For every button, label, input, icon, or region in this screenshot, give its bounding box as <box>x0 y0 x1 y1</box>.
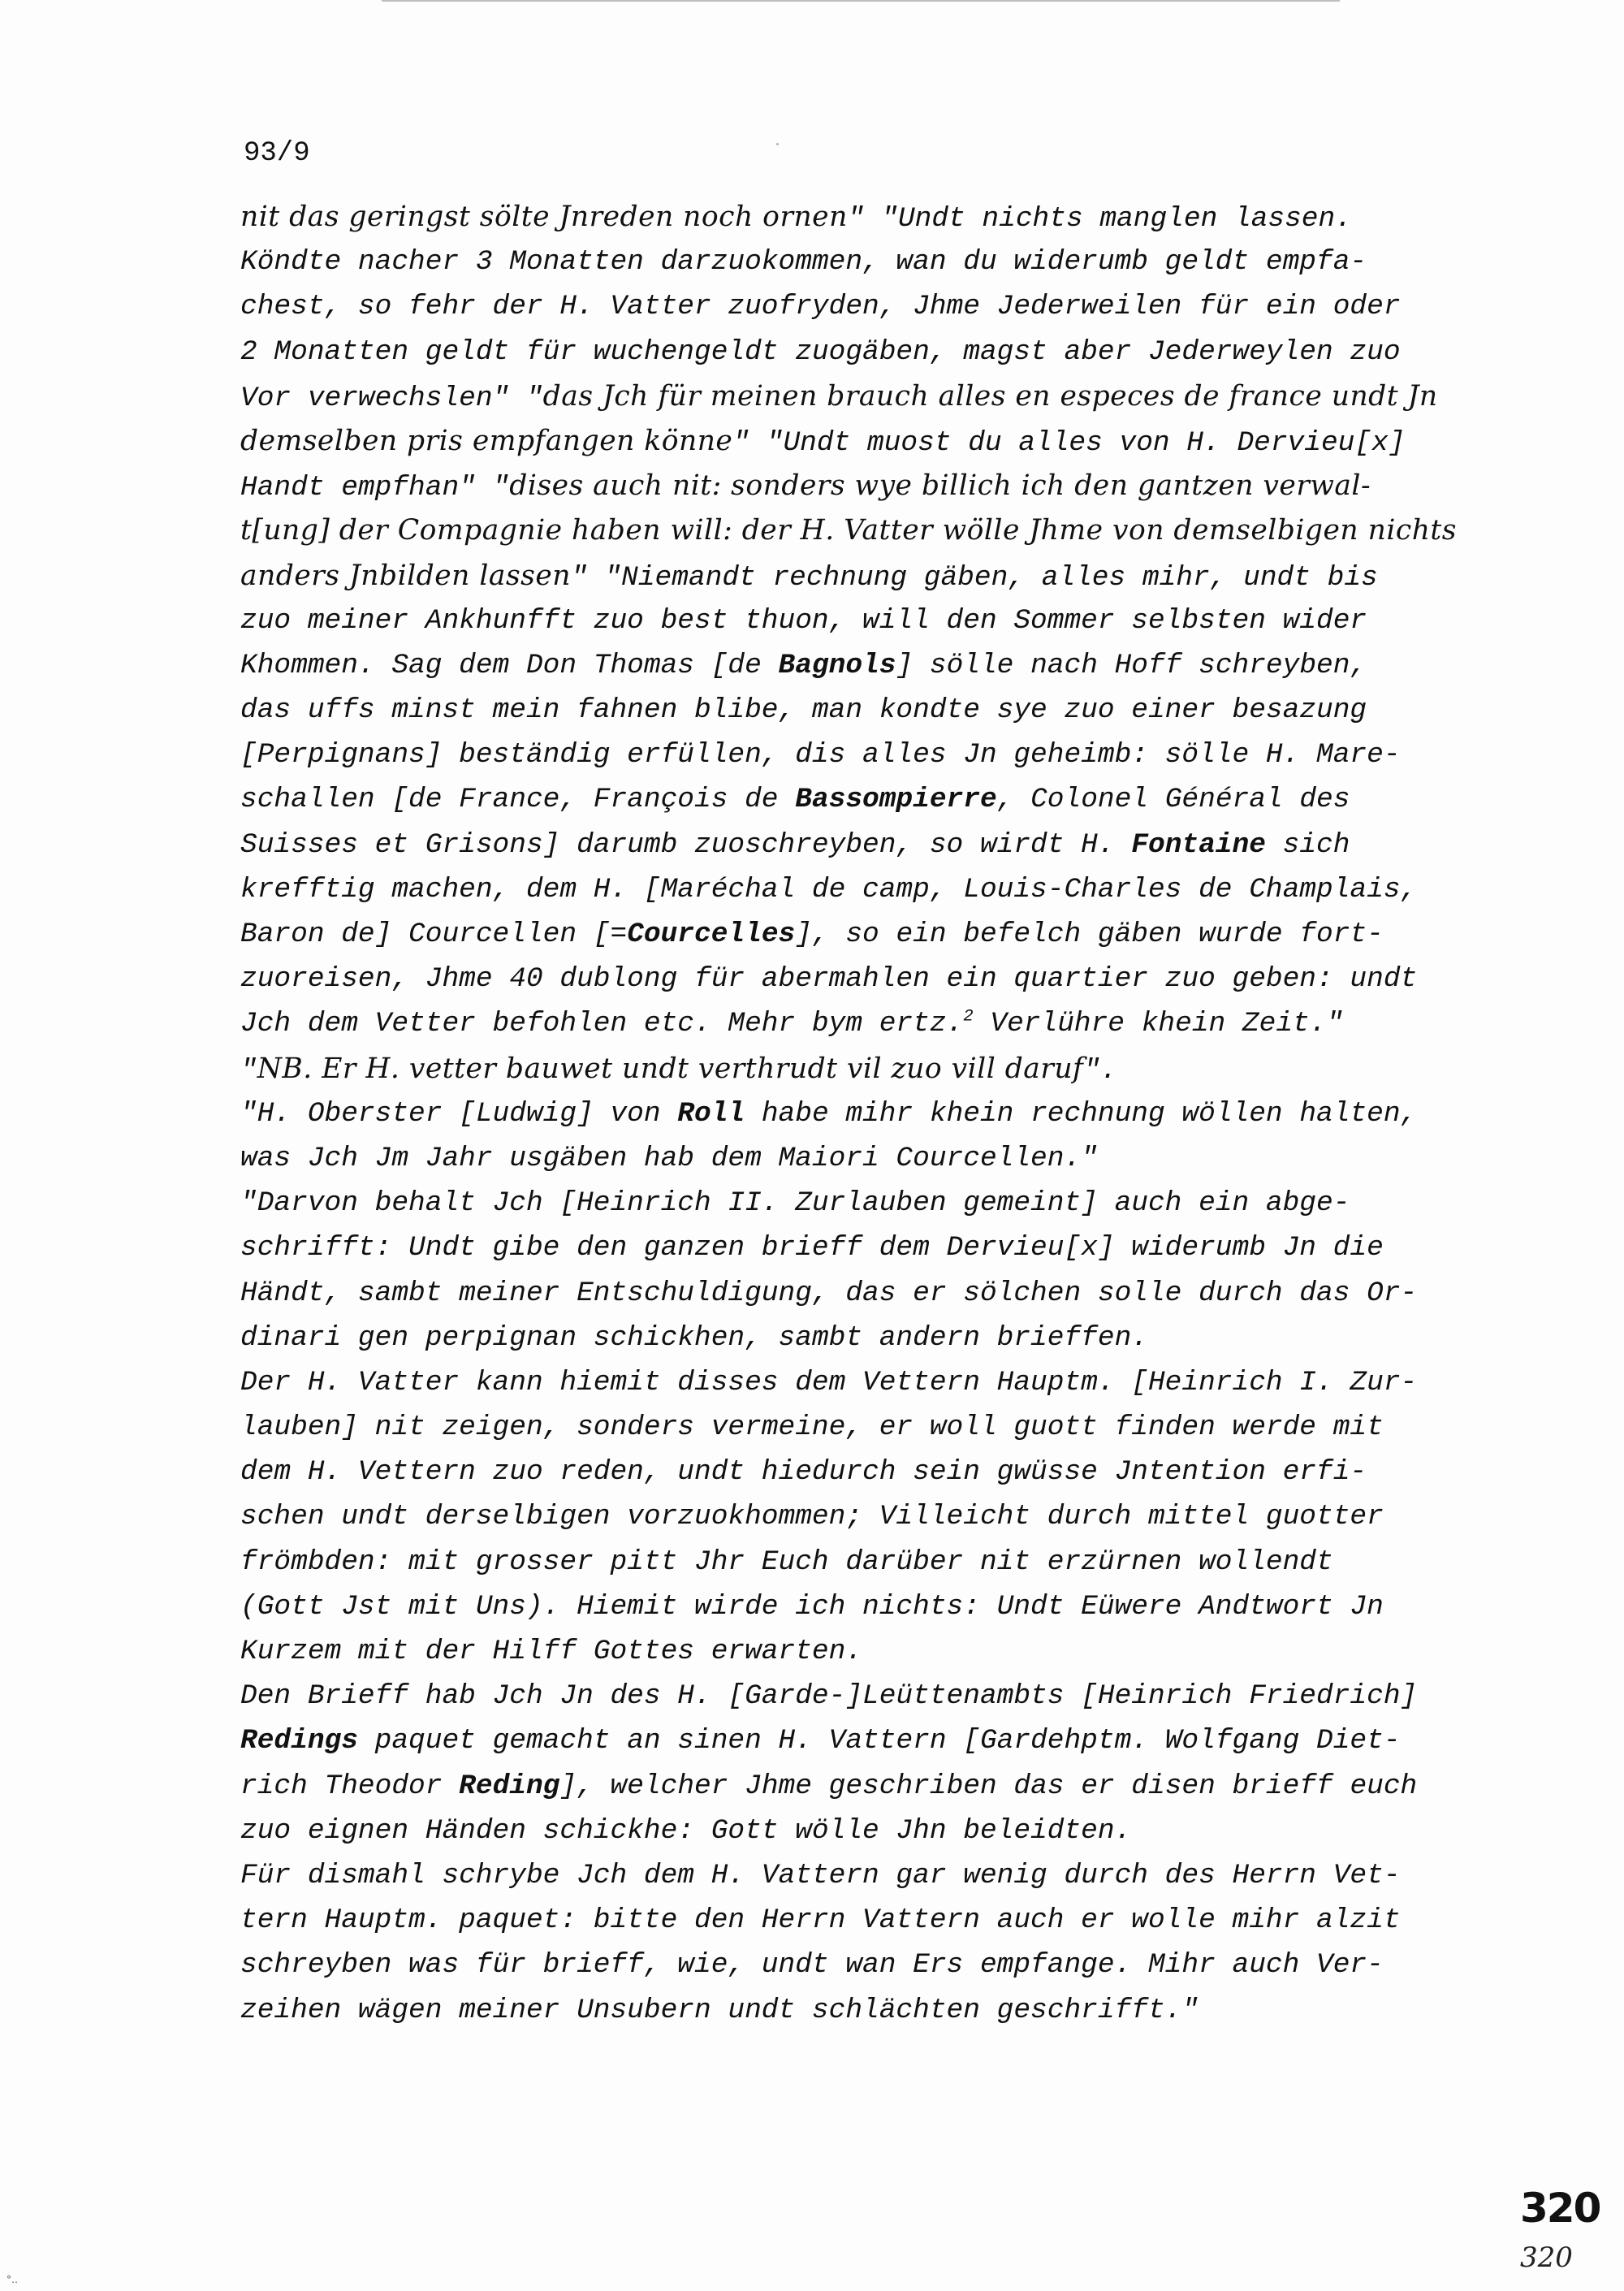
text-line <box>240 1809 1523 1853</box>
text-segment: schen undt derselbigen vorzuokhommen; Villeicht durch mittel guotter <box>240 1501 1384 1533</box>
text-segment: " "Undt nichts manglen lassen. <box>847 203 1352 235</box>
text-segment: "Darvon behalt Jch [Heinrich II. Zurlauben gemeint] auch ein abge- <box>240 1187 1350 1220</box>
handwritten-segment: dises auch nit: sonders wye billich ich den gantzen verwal- <box>509 469 1371 503</box>
text-segment: Händt, sambt meiner Entschuldigung, das er sölchen solle durch das Or- <box>240 1277 1418 1309</box>
text-segment: Den Brieff hab Jch Jn des H. [Garde-]Leüttenambts [Heinrich Friedrich] <box>240 1680 1418 1713</box>
text-segment: zuoreisen, Jhme 40 dublong für abermahlen ein quartier zuo geben: undt <box>240 963 1418 996</box>
text-line <box>240 823 1523 867</box>
text-segment: Khommen. Sag dem Don Thomas [de <box>240 649 779 681</box>
text-line <box>240 284 1523 329</box>
bold-name: Bassompierre <box>795 784 997 816</box>
bold-name: Courcelles <box>627 919 796 950</box>
text-line <box>240 1540 1523 1584</box>
text-line <box>240 1988 1523 2033</box>
handwritten-segment: das Jch für meinen brauch alles en especes de france undt Jn <box>542 379 1438 413</box>
text-segment: zuo meiner Ankhunfft zuo best thuon, will den Sommer selbsten wider <box>240 604 1367 637</box>
text-segment: 2 Monatten geldt für wuchengeldt zuogäben, magst aber Jederweylen zuo <box>240 335 1401 368</box>
text-line <box>240 688 1523 733</box>
scan-corner-mark: °‥ <box>6 2274 19 2285</box>
text-line <box>240 1450 1523 1494</box>
text-line <box>240 1764 1523 1809</box>
text-segment: " <box>240 1054 257 1087</box>
scan-edge-line <box>382 0 1340 2</box>
text-line <box>240 1360 1523 1405</box>
text-segment: Jch dem Vetter befohlen etc. Mehr bym ertz. <box>240 1008 964 1040</box>
text-segment: , Colonel Général des <box>996 784 1350 816</box>
text-line <box>240 1136 1523 1181</box>
text-line <box>240 1718 1523 1763</box>
text-line <box>240 1181 1523 1225</box>
text-segment: "H. Oberster [Ludwig] von <box>240 1097 678 1130</box>
text-segment: ], so ein befelch gäben wurde fort- <box>795 919 1384 950</box>
scan-speck <box>776 143 779 145</box>
text-line <box>240 554 1523 599</box>
bold-name: Bagnols <box>778 649 896 681</box>
text-line <box>240 1091 1523 1136</box>
text-line <box>240 1898 1523 1943</box>
text-segment: ". <box>1083 1054 1117 1087</box>
bold-name: Redings <box>240 1725 358 1757</box>
text-segment: rich Theodor <box>240 1770 460 1802</box>
text-line <box>240 1405 1523 1450</box>
text-line <box>240 1674 1523 1718</box>
text-segment: Vor verwechslen" " <box>240 382 543 414</box>
text-segment: Für dismahl schrybe Jch dem H. Vattern gar wenig durch des Herrn Vet- <box>240 1859 1401 1891</box>
text-line <box>240 464 1523 508</box>
text-segment: zeihen wägen meiner Unsubern undt schlächten geschrifft." <box>240 1994 1199 2026</box>
text-segment: ], welcher Jhme geschriben das er disen brieff euch <box>559 1770 1418 1802</box>
text-segment: frömbden: mit grosser pitt Jhr Euch darüber nit erzürnen wollendt <box>240 1545 1333 1578</box>
text-line <box>240 1494 1523 1539</box>
text-line <box>240 1047 1523 1091</box>
text-line <box>240 1853 1523 1898</box>
text-segment: Köndte nacher 3 Monatten darzuokommen, wan du widerumb geldt empfa- <box>240 246 1367 279</box>
text-segment: Baron de] Courcellen [= <box>240 919 628 950</box>
text-segment: sich <box>1265 828 1350 861</box>
text-segment: zuo eignen Händen schickhe: Gott wölle Jhn beleidten. <box>240 1814 1132 1847</box>
text-segment: Der H. Vatter kann hiemit disses dem Vettern Hauptm. [Heinrich I. Zur- <box>240 1366 1418 1398</box>
text-line <box>240 1584 1523 1629</box>
text-segment: " "Niemandt rechnung gäben, alles mihr, undt bis <box>571 561 1378 594</box>
text-segment: dinari gen perpignan schickhen, sambt andern brieffen. <box>240 1321 1148 1354</box>
text-segment: ] sölle nach Hoff schreyben, <box>896 649 1367 681</box>
handwritten-segment: demselben pris empfangen könne <box>240 424 733 457</box>
text-segment: habe mihr khein rechnung wöllen halten, <box>745 1097 1418 1130</box>
handwritten-segment: anders Jnbilden lassen <box>240 559 571 592</box>
text-line <box>240 1271 1523 1316</box>
bold-name: Roll <box>677 1097 745 1130</box>
text-line <box>240 957 1523 1001</box>
text-line <box>240 599 1523 643</box>
bold-name: Fontaine <box>1131 828 1266 861</box>
archive-page-stamp: 320 <box>1520 2185 1600 2232</box>
handwritten-segment: t[ung] der Compagnie haben will: der H. Vatter wölle Jhme von demselbigen nichts <box>240 514 1457 547</box>
text-segment: lauben] nit zeigen, sonders vermeine, er woll guott finden werde mit <box>240 1411 1384 1444</box>
text-line <box>240 867 1523 912</box>
text-segment: das uffs minst mein fahnen blibe, man kondte sye zuo einer besazung <box>240 694 1367 727</box>
text-segment: was Jch Jm Jahr usgäben hab dem Maiori Courcellen." <box>240 1142 1098 1174</box>
text-segment: paquet gemacht an sinen H. Vattern [Gardehptm. Wolfgang Diet- <box>357 1725 1401 1757</box>
text-line <box>240 240 1523 284</box>
text-line <box>240 195 1523 240</box>
text-segment: schrifft: Undt gibe den ganzen brieff dem Dervieu[x] widerumb Jn die <box>240 1232 1384 1264</box>
text-segment: krefftig machen, dem H. [Maréchal de camp, Louis-Charles de Champlais, <box>240 873 1418 906</box>
text-segment: schallen [de France, François de <box>240 784 796 816</box>
handwritten-page-number: 320 <box>1520 2241 1573 2274</box>
text-line <box>240 777 1523 822</box>
text-line <box>240 419 1523 464</box>
text-line <box>240 912 1523 957</box>
text-segment: Suisses et Grisons] darumb zuoschreyben, so wirdt H. <box>240 828 1132 861</box>
text-segment: Kurzem mit der Hilff Gottes erwarten. <box>240 1636 863 1667</box>
text-segment: Verlühre khein Zeit." <box>973 1008 1344 1040</box>
text-segment: dem H. Vettern zuo reden, undt hiedurch sein gwüsse Jntention erfi- <box>240 1456 1367 1489</box>
text-line <box>240 1316 1523 1360</box>
text-line <box>240 1629 1523 1674</box>
text-line <box>240 330 1523 374</box>
text-segment: chest, so fehr der H. Vatter zuofryden, Jhme Jederweilen für ein oder <box>240 291 1401 323</box>
text-segment: [Perpignans] beständig erfüllen, dis alles Jn geheimb: sölle H. Mare- <box>240 739 1401 772</box>
text-line <box>240 733 1523 777</box>
text-segment: schreyben was für brieff, wie, undt wan Ers empfange. Mihr auch Ver- <box>240 1949 1384 1982</box>
text-line <box>240 1943 1523 1987</box>
text-line <box>240 1001 1523 1046</box>
footnote-ref: 2 <box>963 1007 974 1027</box>
bold-name: Reding <box>459 1770 560 1802</box>
text-segment: tern Hauptm. paquet: bitte den Herrn Vattern auch er wolle mihr alzit <box>240 1904 1401 1937</box>
transcription-body <box>240 195 1523 2033</box>
text-segment: (Gott Jst mit Uns). Hiemit wirde ich nichts: Undt Eüwere Andtwort Jn <box>240 1590 1384 1623</box>
page-label: 93/9 <box>244 138 310 169</box>
text-line <box>240 508 1523 553</box>
text-line <box>240 643 1523 688</box>
handwritten-segment: NB. Er H. vetter bauwet undt verthrudt vil zuo vill daruf <box>257 1052 1084 1085</box>
text-line <box>240 1225 1523 1270</box>
text-segment: " "Undt muost du alles von H. Dervieu[x] <box>732 426 1406 459</box>
handwritten-segment: nit das geringst sölte Jnreden noch ornen <box>240 201 848 233</box>
text-line <box>240 374 1523 419</box>
text-segment: Handt empfhan" " <box>240 472 510 504</box>
